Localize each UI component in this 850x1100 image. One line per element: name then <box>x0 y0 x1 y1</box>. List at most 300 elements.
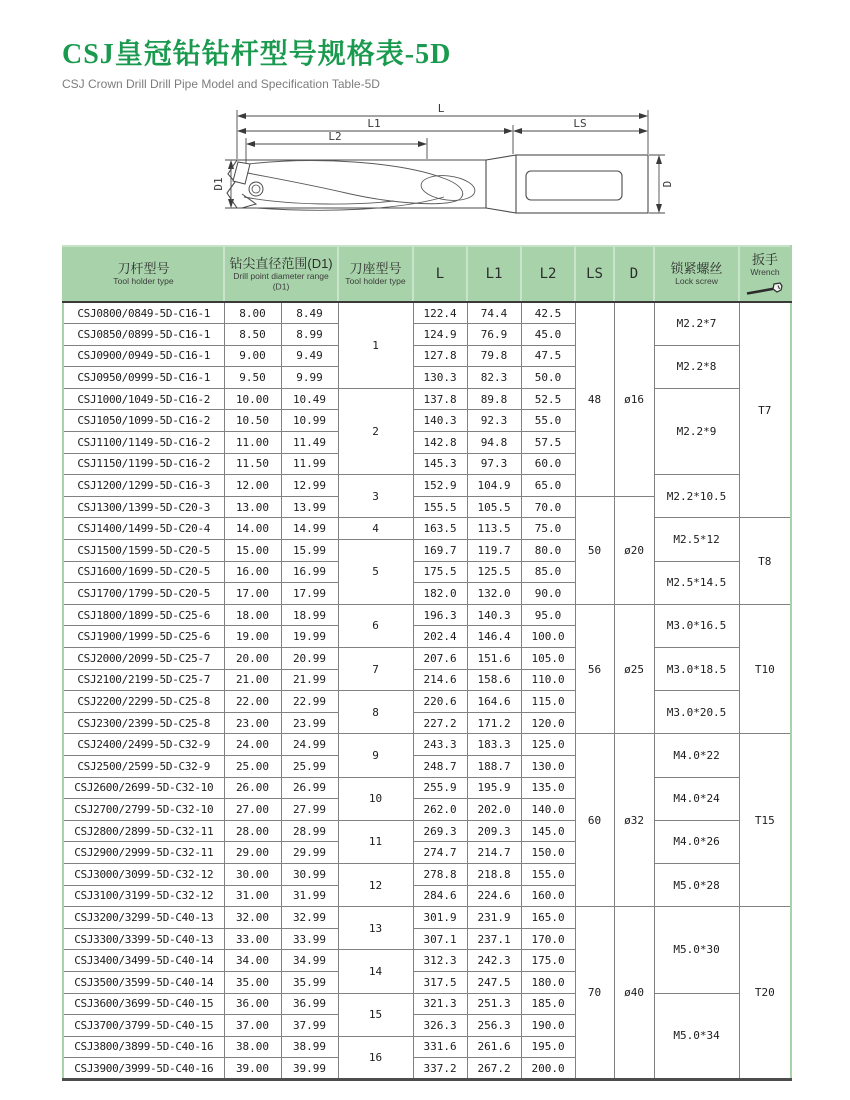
d1-max-cell: 26.99 <box>281 777 338 799</box>
l2-cell: 60.0 <box>521 453 575 475</box>
l-cell: 122.4 <box>413 302 467 324</box>
wrench-icon <box>745 280 785 297</box>
d1-max-cell: 37.99 <box>281 1015 338 1037</box>
d1-max-cell: 23.99 <box>281 712 338 734</box>
model-cell: CSJ0800/0849-5D-C16-1 <box>63 302 224 324</box>
model-cell: CSJ2000/2099-5D-C25-7 <box>63 648 224 670</box>
d1-min-cell: 32.00 <box>224 907 281 929</box>
model-cell: CSJ2800/2899-5D-C32-11 <box>63 820 224 842</box>
l1-cell: 183.3 <box>467 734 521 756</box>
wrench-cell: T7 <box>739 302 791 518</box>
d1-max-cell: 34.99 <box>281 950 338 972</box>
l-cell: 220.6 <box>413 691 467 713</box>
lock-screw-cell: M5.0*28 <box>654 863 739 906</box>
seat-cell: 1 <box>338 302 413 388</box>
d1-max-cell: 16.99 <box>281 561 338 583</box>
d1-max-cell: 36.99 <box>281 993 338 1015</box>
d1-max-cell: 13.99 <box>281 496 338 518</box>
l1-cell: 195.9 <box>467 777 521 799</box>
lock-screw-cell: M2.2*10.5 <box>654 475 739 518</box>
drill-diagram <box>198 98 678 240</box>
dim-label-l2: L2 <box>328 130 342 143</box>
table-row <box>63 388 791 410</box>
d1-max-cell: 30.99 <box>281 863 338 885</box>
d1-max-cell: 10.99 <box>281 410 338 432</box>
model-cell: CSJ3200/3299-5D-C40-13 <box>63 907 224 929</box>
l2-cell: 190.0 <box>521 1015 575 1037</box>
l-cell: 214.6 <box>413 669 467 691</box>
d1-min-cell: 13.00 <box>224 496 281 518</box>
model-cell: CSJ2200/2299-5D-C25-8 <box>63 691 224 713</box>
l2-cell: 150.0 <box>521 842 575 864</box>
d1-max-cell: 8.49 <box>281 302 338 324</box>
l-cell: 269.3 <box>413 820 467 842</box>
d1-min-cell: 37.00 <box>224 1015 281 1037</box>
d1-min-cell: 22.00 <box>224 691 281 713</box>
table-row <box>63 863 791 885</box>
d1-min-cell: 12.00 <box>224 475 281 497</box>
d1-max-cell: 9.49 <box>281 345 338 367</box>
l-cell: 227.2 <box>413 712 467 734</box>
model-cell: CSJ1050/1099-5D-C16-2 <box>63 410 224 432</box>
model-cell: CSJ3800/3899-5D-C40-16 <box>63 1036 224 1058</box>
l2-cell: 195.0 <box>521 1036 575 1058</box>
drill-insert <box>233 162 250 184</box>
l-cell: 207.6 <box>413 648 467 670</box>
l2-cell: 110.0 <box>521 669 575 691</box>
lock-screw-cell: M3.0*18.5 <box>654 648 739 691</box>
l2-cell: 130.0 <box>521 755 575 777</box>
seat-cell: 10 <box>338 777 413 820</box>
model-cell: CSJ2600/2699-5D-C32-10 <box>63 777 224 799</box>
l1-cell: 79.8 <box>467 345 521 367</box>
d1-max-cell: 9.99 <box>281 367 338 389</box>
header-wrench: 扳手 Wrench <box>739 246 791 302</box>
l2-cell: 180.0 <box>521 971 575 993</box>
header-d: D <box>614 246 654 302</box>
ls-cell: 56 <box>575 604 614 734</box>
l1-cell: 247.5 <box>467 971 521 993</box>
model-cell: CSJ1000/1049-5D-C16-2 <box>63 388 224 410</box>
lock-screw-cell: M4.0*24 <box>654 777 739 820</box>
l1-cell: 74.4 <box>467 302 521 324</box>
l2-cell: 100.0 <box>521 626 575 648</box>
l2-cell: 145.0 <box>521 820 575 842</box>
d1-min-cell: 11.50 <box>224 453 281 475</box>
d1-min-cell: 36.00 <box>224 993 281 1015</box>
l-cell: 137.8 <box>413 388 467 410</box>
l2-cell: 155.0 <box>521 863 575 885</box>
d1-max-cell: 33.99 <box>281 928 338 950</box>
l-cell: 163.5 <box>413 518 467 540</box>
l1-cell: 202.0 <box>467 799 521 821</box>
l2-cell: 85.0 <box>521 561 575 583</box>
table-row <box>63 691 791 713</box>
d1-min-cell: 16.00 <box>224 561 281 583</box>
lock-screw-cell: M5.0*34 <box>654 993 739 1079</box>
seat-cell: 7 <box>338 648 413 691</box>
d1-min-cell: 26.00 <box>224 777 281 799</box>
d1-max-cell: 12.99 <box>281 475 338 497</box>
page-subtitle: CSJ Crown Drill Drill Pipe Model and Specification Table-5D <box>62 77 380 91</box>
l1-cell: 267.2 <box>467 1058 521 1080</box>
d1-min-cell: 20.00 <box>224 648 281 670</box>
lock-screw-cell: M5.0*30 <box>654 907 739 993</box>
d1-max-cell: 20.99 <box>281 648 338 670</box>
l2-cell: 47.5 <box>521 345 575 367</box>
d1-min-cell: 17.00 <box>224 583 281 605</box>
model-cell: CSJ2100/2199-5D-C25-7 <box>63 669 224 691</box>
l1-cell: 132.0 <box>467 583 521 605</box>
l-cell: 255.9 <box>413 777 467 799</box>
l-cell: 312.3 <box>413 950 467 972</box>
model-cell: CSJ3900/3999-5D-C40-16 <box>63 1058 224 1080</box>
d-cell: ø32 <box>614 734 654 907</box>
header-tool-holder: 刀杆型号 Tool holder type <box>63 246 224 302</box>
seat-cell: 13 <box>338 907 413 950</box>
l-cell: 140.3 <box>413 410 467 432</box>
l2-cell: 55.0 <box>521 410 575 432</box>
wrench-cell: T10 <box>739 604 791 734</box>
dim-label-ls: LS <box>573 117 587 130</box>
l-cell: 182.0 <box>413 583 467 605</box>
header-l1: L1 <box>467 246 521 302</box>
spec-table-body <box>63 302 791 1079</box>
l2-cell: 135.0 <box>521 777 575 799</box>
wrench-cell: T20 <box>739 907 791 1080</box>
model-cell: CSJ3100/3199-5D-C32-12 <box>63 885 224 907</box>
l2-cell: 70.0 <box>521 496 575 518</box>
table-row <box>63 734 791 756</box>
table-header-row <box>63 246 791 302</box>
l2-cell: 80.0 <box>521 540 575 562</box>
l2-cell: 125.0 <box>521 734 575 756</box>
d1-min-cell: 31.00 <box>224 885 281 907</box>
l1-cell: 164.6 <box>467 691 521 713</box>
l1-cell: 113.5 <box>467 518 521 540</box>
d1-min-cell: 19.00 <box>224 626 281 648</box>
d1-min-cell: 9.00 <box>224 345 281 367</box>
model-cell: CSJ1100/1149-5D-C16-2 <box>63 432 224 454</box>
l1-cell: 140.3 <box>467 604 521 626</box>
table-row <box>63 345 791 367</box>
l1-cell: 158.6 <box>467 669 521 691</box>
wrench-cell: T15 <box>739 734 791 907</box>
d1-max-cell: 14.99 <box>281 518 338 540</box>
model-cell: CSJ0950/0999-5D-C16-1 <box>63 367 224 389</box>
seat-cell: 8 <box>338 691 413 734</box>
header-ls: LS <box>575 246 614 302</box>
model-cell: CSJ1700/1799-5D-C20-5 <box>63 583 224 605</box>
d1-min-cell: 27.00 <box>224 799 281 821</box>
l-cell: 274.7 <box>413 842 467 864</box>
spec-table <box>62 245 792 1081</box>
table-row <box>63 820 791 842</box>
model-cell: CSJ1500/1599-5D-C20-5 <box>63 540 224 562</box>
l1-cell: 146.4 <box>467 626 521 648</box>
model-cell: CSJ3000/3099-5D-C32-12 <box>63 863 224 885</box>
d1-max-cell: 15.99 <box>281 540 338 562</box>
l-cell: 175.5 <box>413 561 467 583</box>
header-diameter-range: 钻尖直径范围(D1) Drill point diameter range (D1) <box>224 246 338 302</box>
d1-min-cell: 38.00 <box>224 1036 281 1058</box>
dim-label-l1: L1 <box>367 117 381 130</box>
model-cell: CSJ2500/2599-5D-C32-9 <box>63 755 224 777</box>
l2-cell: 52.5 <box>521 388 575 410</box>
lock-screw-cell: M4.0*26 <box>654 820 739 863</box>
table-row <box>63 777 791 799</box>
l1-cell: 224.6 <box>467 885 521 907</box>
d1-min-cell: 9.50 <box>224 367 281 389</box>
l-cell: 130.3 <box>413 367 467 389</box>
d1-min-cell: 21.00 <box>224 669 281 691</box>
model-cell: CSJ1800/1899-5D-C25-6 <box>63 604 224 626</box>
l2-cell: 170.0 <box>521 928 575 950</box>
d1-max-cell: 35.99 <box>281 971 338 993</box>
d1-min-cell: 24.00 <box>224 734 281 756</box>
l-cell: 317.5 <box>413 971 467 993</box>
l2-cell: 120.0 <box>521 712 575 734</box>
seat-cell: 9 <box>338 734 413 777</box>
l1-cell: 119.7 <box>467 540 521 562</box>
header-seat: 刀座型号 Tool holder type <box>338 246 413 302</box>
lock-screw-cell: M4.0*22 <box>654 734 739 777</box>
ls-cell: 50 <box>575 496 614 604</box>
ls-cell: 48 <box>575 302 614 496</box>
model-cell: CSJ2300/2399-5D-C25-8 <box>63 712 224 734</box>
l-cell: 243.3 <box>413 734 467 756</box>
l1-cell: 188.7 <box>467 755 521 777</box>
dim-label-d: D <box>661 180 674 188</box>
seat-cell: 2 <box>338 388 413 474</box>
d1-min-cell: 33.00 <box>224 928 281 950</box>
d1-min-cell: 8.50 <box>224 324 281 346</box>
d-cell: ø16 <box>614 302 654 496</box>
l-cell: 262.0 <box>413 799 467 821</box>
l-cell: 155.5 <box>413 496 467 518</box>
lock-screw-cell: M2.2*9 <box>654 388 739 474</box>
l1-cell: 242.3 <box>467 950 521 972</box>
table-row <box>63 604 791 626</box>
dim-label-l: L <box>437 102 445 115</box>
l2-cell: 175.0 <box>521 950 575 972</box>
l1-cell: 89.8 <box>467 388 521 410</box>
table-row <box>63 302 791 324</box>
lock-screw-cell: M3.0*16.5 <box>654 604 739 647</box>
l-cell: 152.9 <box>413 475 467 497</box>
l1-cell: 171.2 <box>467 712 521 734</box>
d1-max-cell: 25.99 <box>281 755 338 777</box>
d1-min-cell: 8.00 <box>224 302 281 324</box>
d1-max-cell: 29.99 <box>281 842 338 864</box>
model-cell: CSJ3600/3699-5D-C40-15 <box>63 993 224 1015</box>
d1-max-cell: 18.99 <box>281 604 338 626</box>
d1-min-cell: 34.00 <box>224 950 281 972</box>
model-cell: CSJ1150/1199-5D-C16-2 <box>63 453 224 475</box>
l-cell: 278.8 <box>413 863 467 885</box>
seat-cell: 15 <box>338 993 413 1036</box>
d1-max-cell: 24.99 <box>281 734 338 756</box>
model-cell: CSJ1400/1499-5D-C20-4 <box>63 518 224 540</box>
dim-label-d1: D1 <box>212 177 225 191</box>
l-cell: 202.4 <box>413 626 467 648</box>
seat-cell: 5 <box>338 540 413 605</box>
d1-max-cell: 22.99 <box>281 691 338 713</box>
model-cell: CSJ1200/1299-5D-C16-3 <box>63 475 224 497</box>
d1-max-cell: 8.99 <box>281 324 338 346</box>
d1-max-cell: 28.99 <box>281 820 338 842</box>
d-cell: ø25 <box>614 604 654 734</box>
drill-diagram-svg <box>198 98 678 240</box>
seat-cell: 11 <box>338 820 413 863</box>
model-cell: CSJ3700/3799-5D-C40-15 <box>63 1015 224 1037</box>
lock-screw-cell: M3.0*20.5 <box>654 691 739 734</box>
l1-cell: 97.3 <box>467 453 521 475</box>
l2-cell: 95.0 <box>521 604 575 626</box>
l2-cell: 57.5 <box>521 432 575 454</box>
d-cell: ø20 <box>614 496 654 604</box>
lock-screw-cell: M2.5*14.5 <box>654 561 739 604</box>
d1-min-cell: 29.00 <box>224 842 281 864</box>
d-cell: ø40 <box>614 907 654 1080</box>
model-cell: CSJ1900/1999-5D-C25-6 <box>63 626 224 648</box>
l-cell: 307.1 <box>413 928 467 950</box>
l1-cell: 237.1 <box>467 928 521 950</box>
l1-cell: 76.9 <box>467 324 521 346</box>
model-cell: CSJ1600/1699-5D-C20-5 <box>63 561 224 583</box>
table-row <box>63 648 791 670</box>
wrench-cell: T8 <box>739 518 791 604</box>
l-cell: 145.3 <box>413 453 467 475</box>
table-row <box>63 993 791 1015</box>
l1-cell: 209.3 <box>467 820 521 842</box>
l-cell: 321.3 <box>413 993 467 1015</box>
d1-max-cell: 21.99 <box>281 669 338 691</box>
l2-cell: 105.0 <box>521 648 575 670</box>
l2-cell: 45.0 <box>521 324 575 346</box>
l1-cell: 94.8 <box>467 432 521 454</box>
l2-cell: 75.0 <box>521 518 575 540</box>
model-cell: CSJ2700/2799-5D-C32-10 <box>63 799 224 821</box>
l-cell: 337.2 <box>413 1058 467 1080</box>
d1-max-cell: 39.99 <box>281 1058 338 1080</box>
d1-min-cell: 25.00 <box>224 755 281 777</box>
l-cell: 248.7 <box>413 755 467 777</box>
l1-cell: 261.6 <box>467 1036 521 1058</box>
lock-screw-cell: M2.5*12 <box>654 518 739 561</box>
l2-cell: 185.0 <box>521 993 575 1015</box>
l-cell: 127.8 <box>413 345 467 367</box>
d1-max-cell: 19.99 <box>281 626 338 648</box>
l2-cell: 140.0 <box>521 799 575 821</box>
table-row <box>63 518 791 540</box>
d1-max-cell: 11.99 <box>281 453 338 475</box>
d1-min-cell: 18.00 <box>224 604 281 626</box>
d1-min-cell: 10.00 <box>224 388 281 410</box>
l1-cell: 92.3 <box>467 410 521 432</box>
d1-min-cell: 39.00 <box>224 1058 281 1080</box>
title-block <box>62 32 451 91</box>
l2-cell: 90.0 <box>521 583 575 605</box>
model-cell: CSJ3500/3599-5D-C40-14 <box>63 971 224 993</box>
l2-cell: 115.0 <box>521 691 575 713</box>
l2-cell: 65.0 <box>521 475 575 497</box>
l2-cell: 42.5 <box>521 302 575 324</box>
lock-screw-cell: M2.2*7 <box>654 302 739 345</box>
header-l: L <box>413 246 467 302</box>
header-lock-screw: 锁紧螺丝 Lock screw <box>654 246 739 302</box>
header-l2: L2 <box>521 246 575 302</box>
lock-screw-cell: M2.2*8 <box>654 345 739 388</box>
model-cell: CSJ1300/1399-5D-C20-3 <box>63 496 224 518</box>
l-cell: 331.6 <box>413 1036 467 1058</box>
d1-max-cell: 17.99 <box>281 583 338 605</box>
d1-min-cell: 11.00 <box>224 432 281 454</box>
model-cell: CSJ2400/2499-5D-C32-9 <box>63 734 224 756</box>
seat-cell: 12 <box>338 863 413 906</box>
d1-max-cell: 31.99 <box>281 885 338 907</box>
l1-cell: 231.9 <box>467 907 521 929</box>
seat-cell: 4 <box>338 518 413 540</box>
model-cell: CSJ2900/2999-5D-C32-11 <box>63 842 224 864</box>
ls-cell: 70 <box>575 907 614 1080</box>
l1-cell: 218.8 <box>467 863 521 885</box>
l-cell: 169.7 <box>413 540 467 562</box>
model-cell: CSJ3300/3399-5D-C40-13 <box>63 928 224 950</box>
l1-cell: 256.3 <box>467 1015 521 1037</box>
seat-cell: 14 <box>338 950 413 993</box>
l1-cell: 105.5 <box>467 496 521 518</box>
d1-min-cell: 14.00 <box>224 518 281 540</box>
d1-min-cell: 15.00 <box>224 540 281 562</box>
d1-min-cell: 10.50 <box>224 410 281 432</box>
seat-cell: 6 <box>338 604 413 647</box>
model-cell: CSJ3400/3499-5D-C40-14 <box>63 950 224 972</box>
d1-min-cell: 30.00 <box>224 863 281 885</box>
ls-cell: 60 <box>575 734 614 907</box>
page-title: CSJ皇冠钻钻杆型号规格表-5D <box>62 39 452 70</box>
model-cell: CSJ0850/0899-5D-C16-1 <box>63 324 224 346</box>
l1-cell: 125.5 <box>467 561 521 583</box>
l1-cell: 104.9 <box>467 475 521 497</box>
d1-max-cell: 11.49 <box>281 432 338 454</box>
l2-cell: 50.0 <box>521 367 575 389</box>
l-cell: 196.3 <box>413 604 467 626</box>
table-row <box>63 561 791 583</box>
seat-cell: 3 <box>338 475 413 518</box>
table-row <box>63 907 791 929</box>
l-cell: 142.8 <box>413 432 467 454</box>
l2-cell: 200.0 <box>521 1058 575 1080</box>
seat-cell: 16 <box>338 1036 413 1079</box>
model-cell: CSJ0900/0949-5D-C16-1 <box>63 345 224 367</box>
d1-min-cell: 23.00 <box>224 712 281 734</box>
d1-max-cell: 32.99 <box>281 907 338 929</box>
l-cell: 326.3 <box>413 1015 467 1037</box>
l1-cell: 151.6 <box>467 648 521 670</box>
l-cell: 124.9 <box>413 324 467 346</box>
l2-cell: 165.0 <box>521 907 575 929</box>
l2-cell: 160.0 <box>521 885 575 907</box>
d1-max-cell: 38.99 <box>281 1036 338 1058</box>
l-cell: 301.9 <box>413 907 467 929</box>
l1-cell: 82.3 <box>467 367 521 389</box>
d1-max-cell: 27.99 <box>281 799 338 821</box>
d1-min-cell: 28.00 <box>224 820 281 842</box>
l1-cell: 214.7 <box>467 842 521 864</box>
table-row <box>63 475 791 497</box>
l-cell: 284.6 <box>413 885 467 907</box>
